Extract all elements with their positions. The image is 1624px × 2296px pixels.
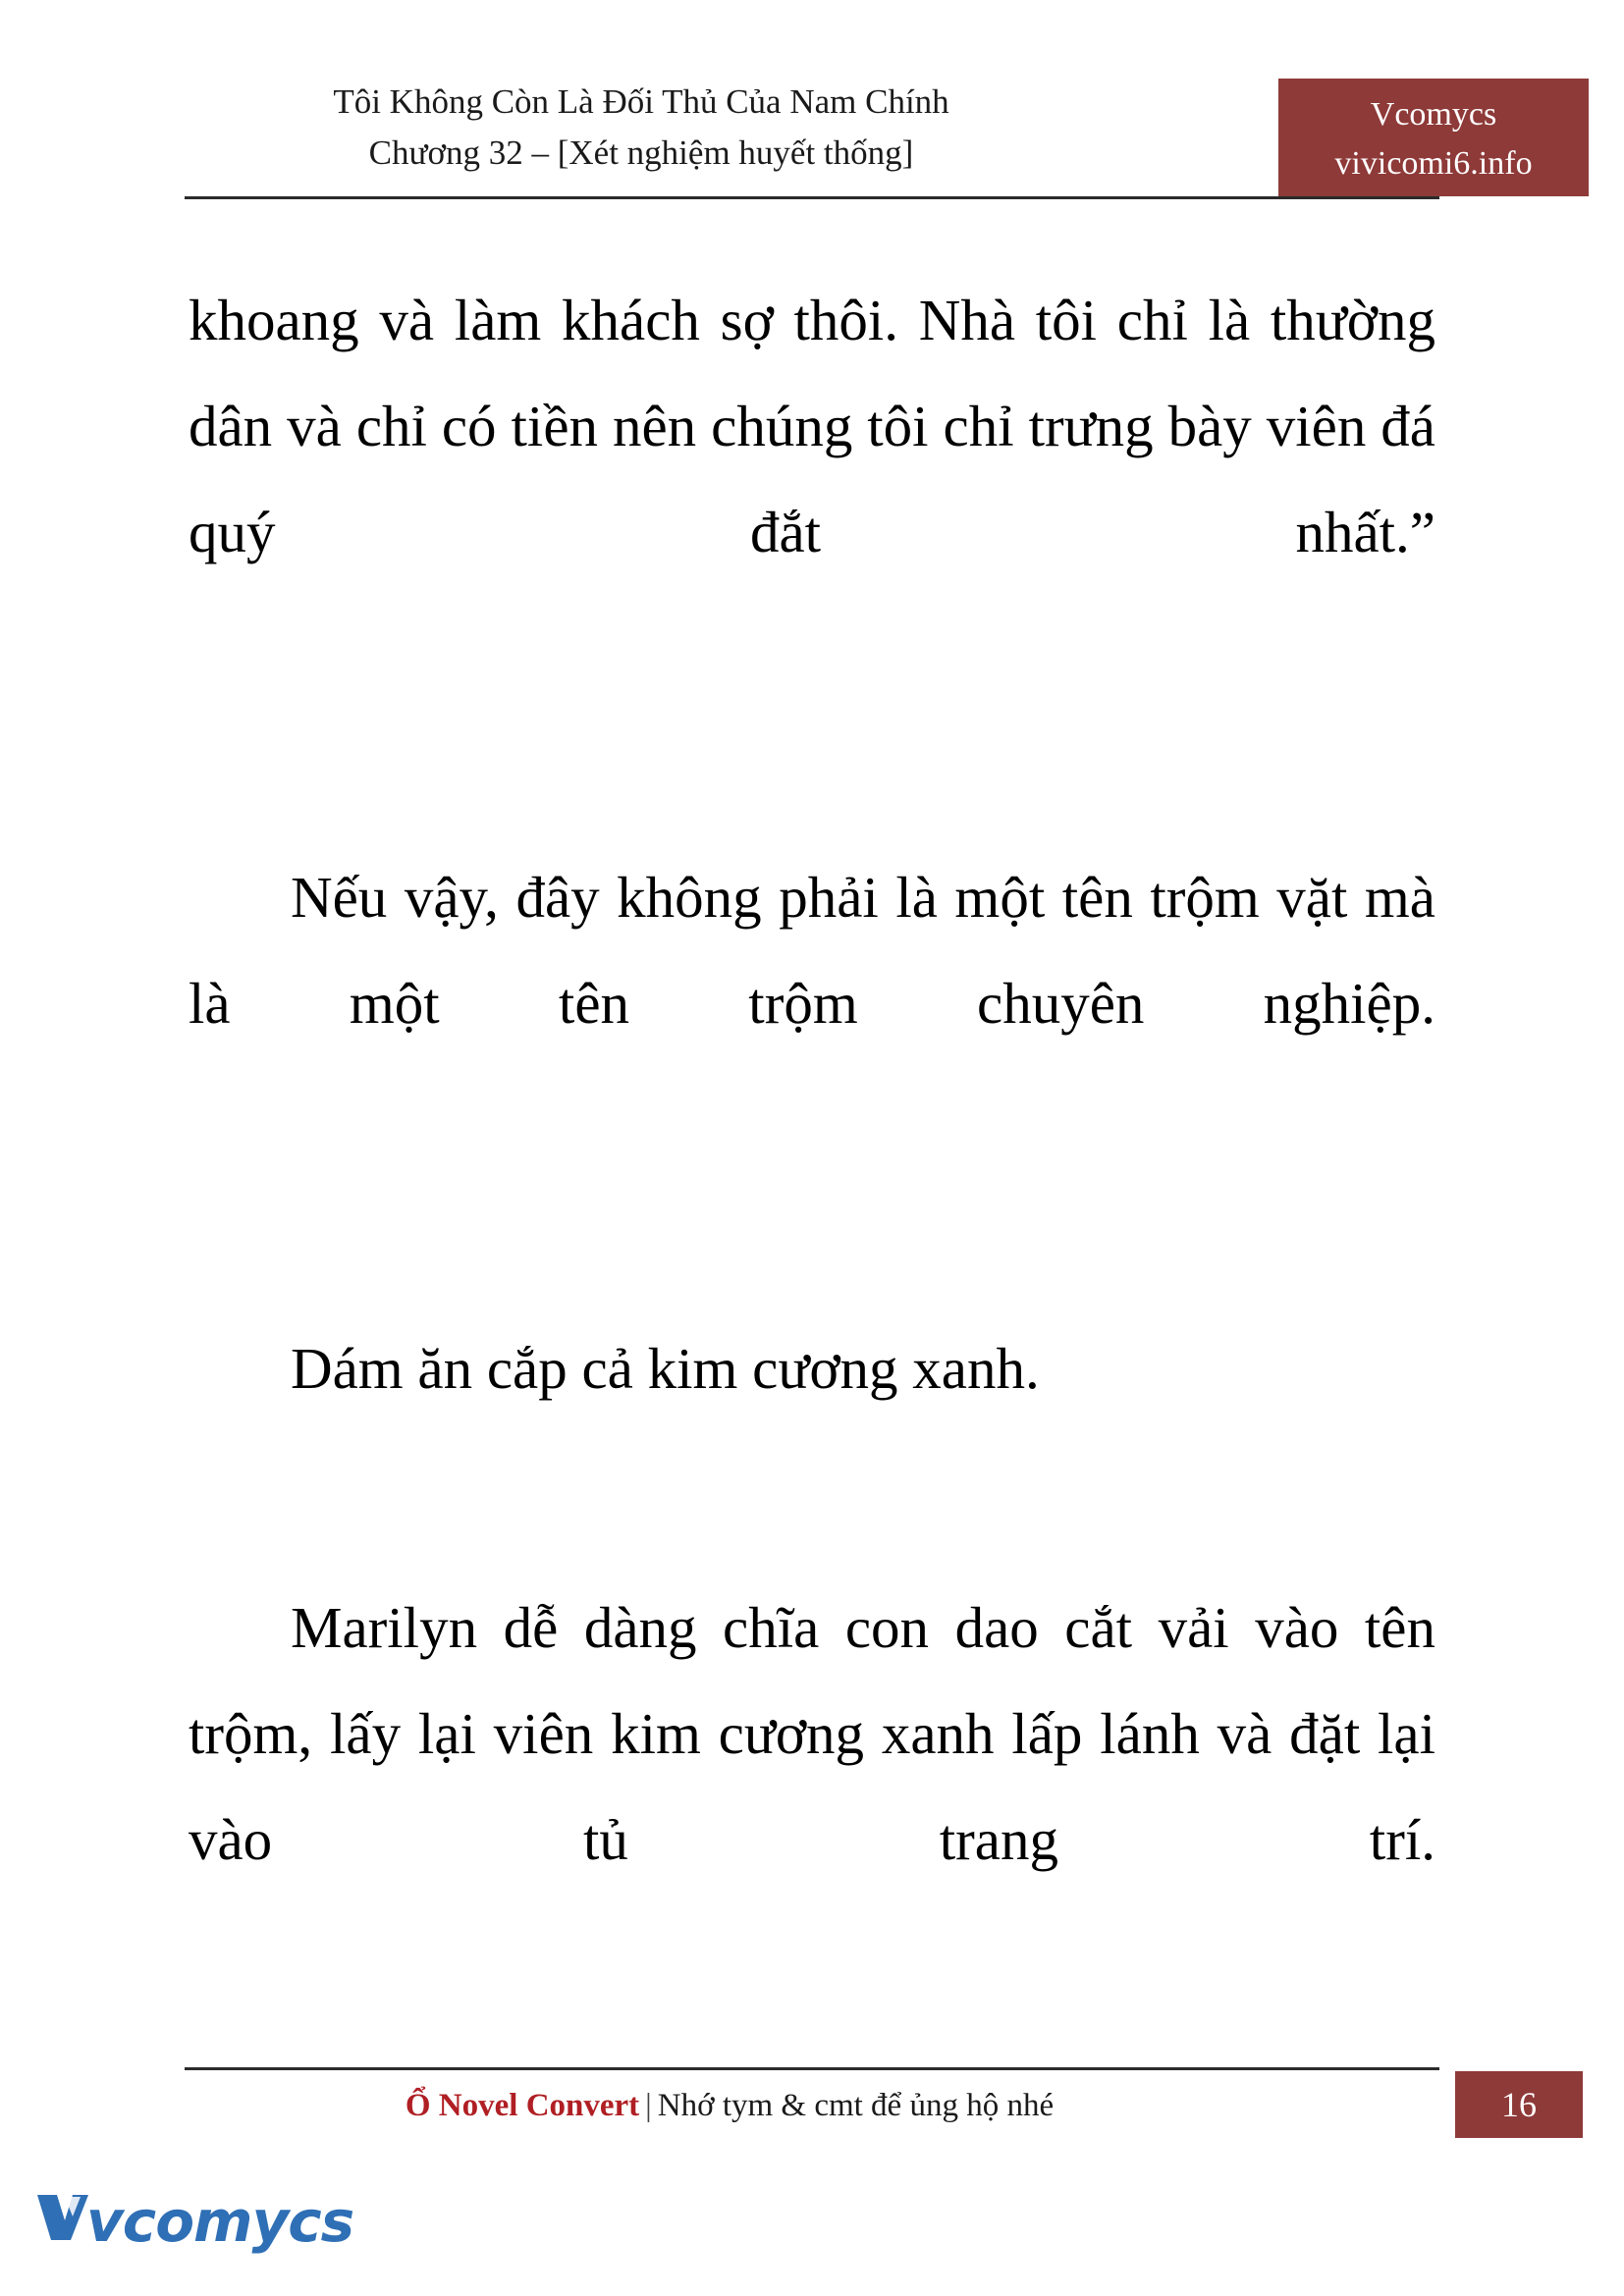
page-footer: [185, 2067, 1537, 2136]
footer-separator: |: [645, 2088, 652, 2123]
footer-note: Nhớ tym & cmt để ủng hộ nhé: [657, 2088, 1055, 2123]
paragraph: khoang và làm khách sợ thôi. Nhà tôi chỉ là thường dân và chỉ có tiền nên chúng tôi chỉ trưng bày viên đá quý đắt nhất.”: [189, 288, 1435, 564]
site-name: Vcomycs: [1370, 96, 1497, 133]
page-header: [185, 77, 1533, 198]
paragraph: Nếu vậy, đây không phải là một tên trộm vặt mà là một tên trộm chuyên nghiệp.: [189, 865, 1435, 1036]
footer-divider: [185, 2067, 1439, 2070]
footer-credit: [185, 2075, 1274, 2136]
watermark-logo: [35, 2181, 354, 2264]
site-url: vivicomi6.info: [1334, 145, 1533, 182]
page-number-badge: 16: [1455, 2071, 1583, 2138]
novel-title: Tôi Không Còn Là Đối Thủ Của Nam Chính: [333, 82, 949, 121]
footer-brand: Ổ Novel Convert: [405, 2088, 640, 2123]
v-mark-icon: [35, 2191, 90, 2244]
chapter-title: Chương 32 – [Xét nghiệm huyết thống]: [368, 133, 914, 172]
site-badge: [1278, 79, 1589, 196]
watermark-text: vcomycs: [86, 2188, 354, 2255]
page-content: [189, 267, 1435, 1999]
header-title-block: [185, 77, 1098, 179]
paragraph: Marilyn dễ dàng chĩa con dao cắt vải vào tên trộm, lấy lại viên kim cương xanh lấp lánh và đặt lại vào tủ trang trí.: [189, 1595, 1435, 1872]
paragraph: Dám ăn cắp cả kim cương xanh.: [291, 1336, 1040, 1401]
header-divider: [185, 196, 1439, 199]
